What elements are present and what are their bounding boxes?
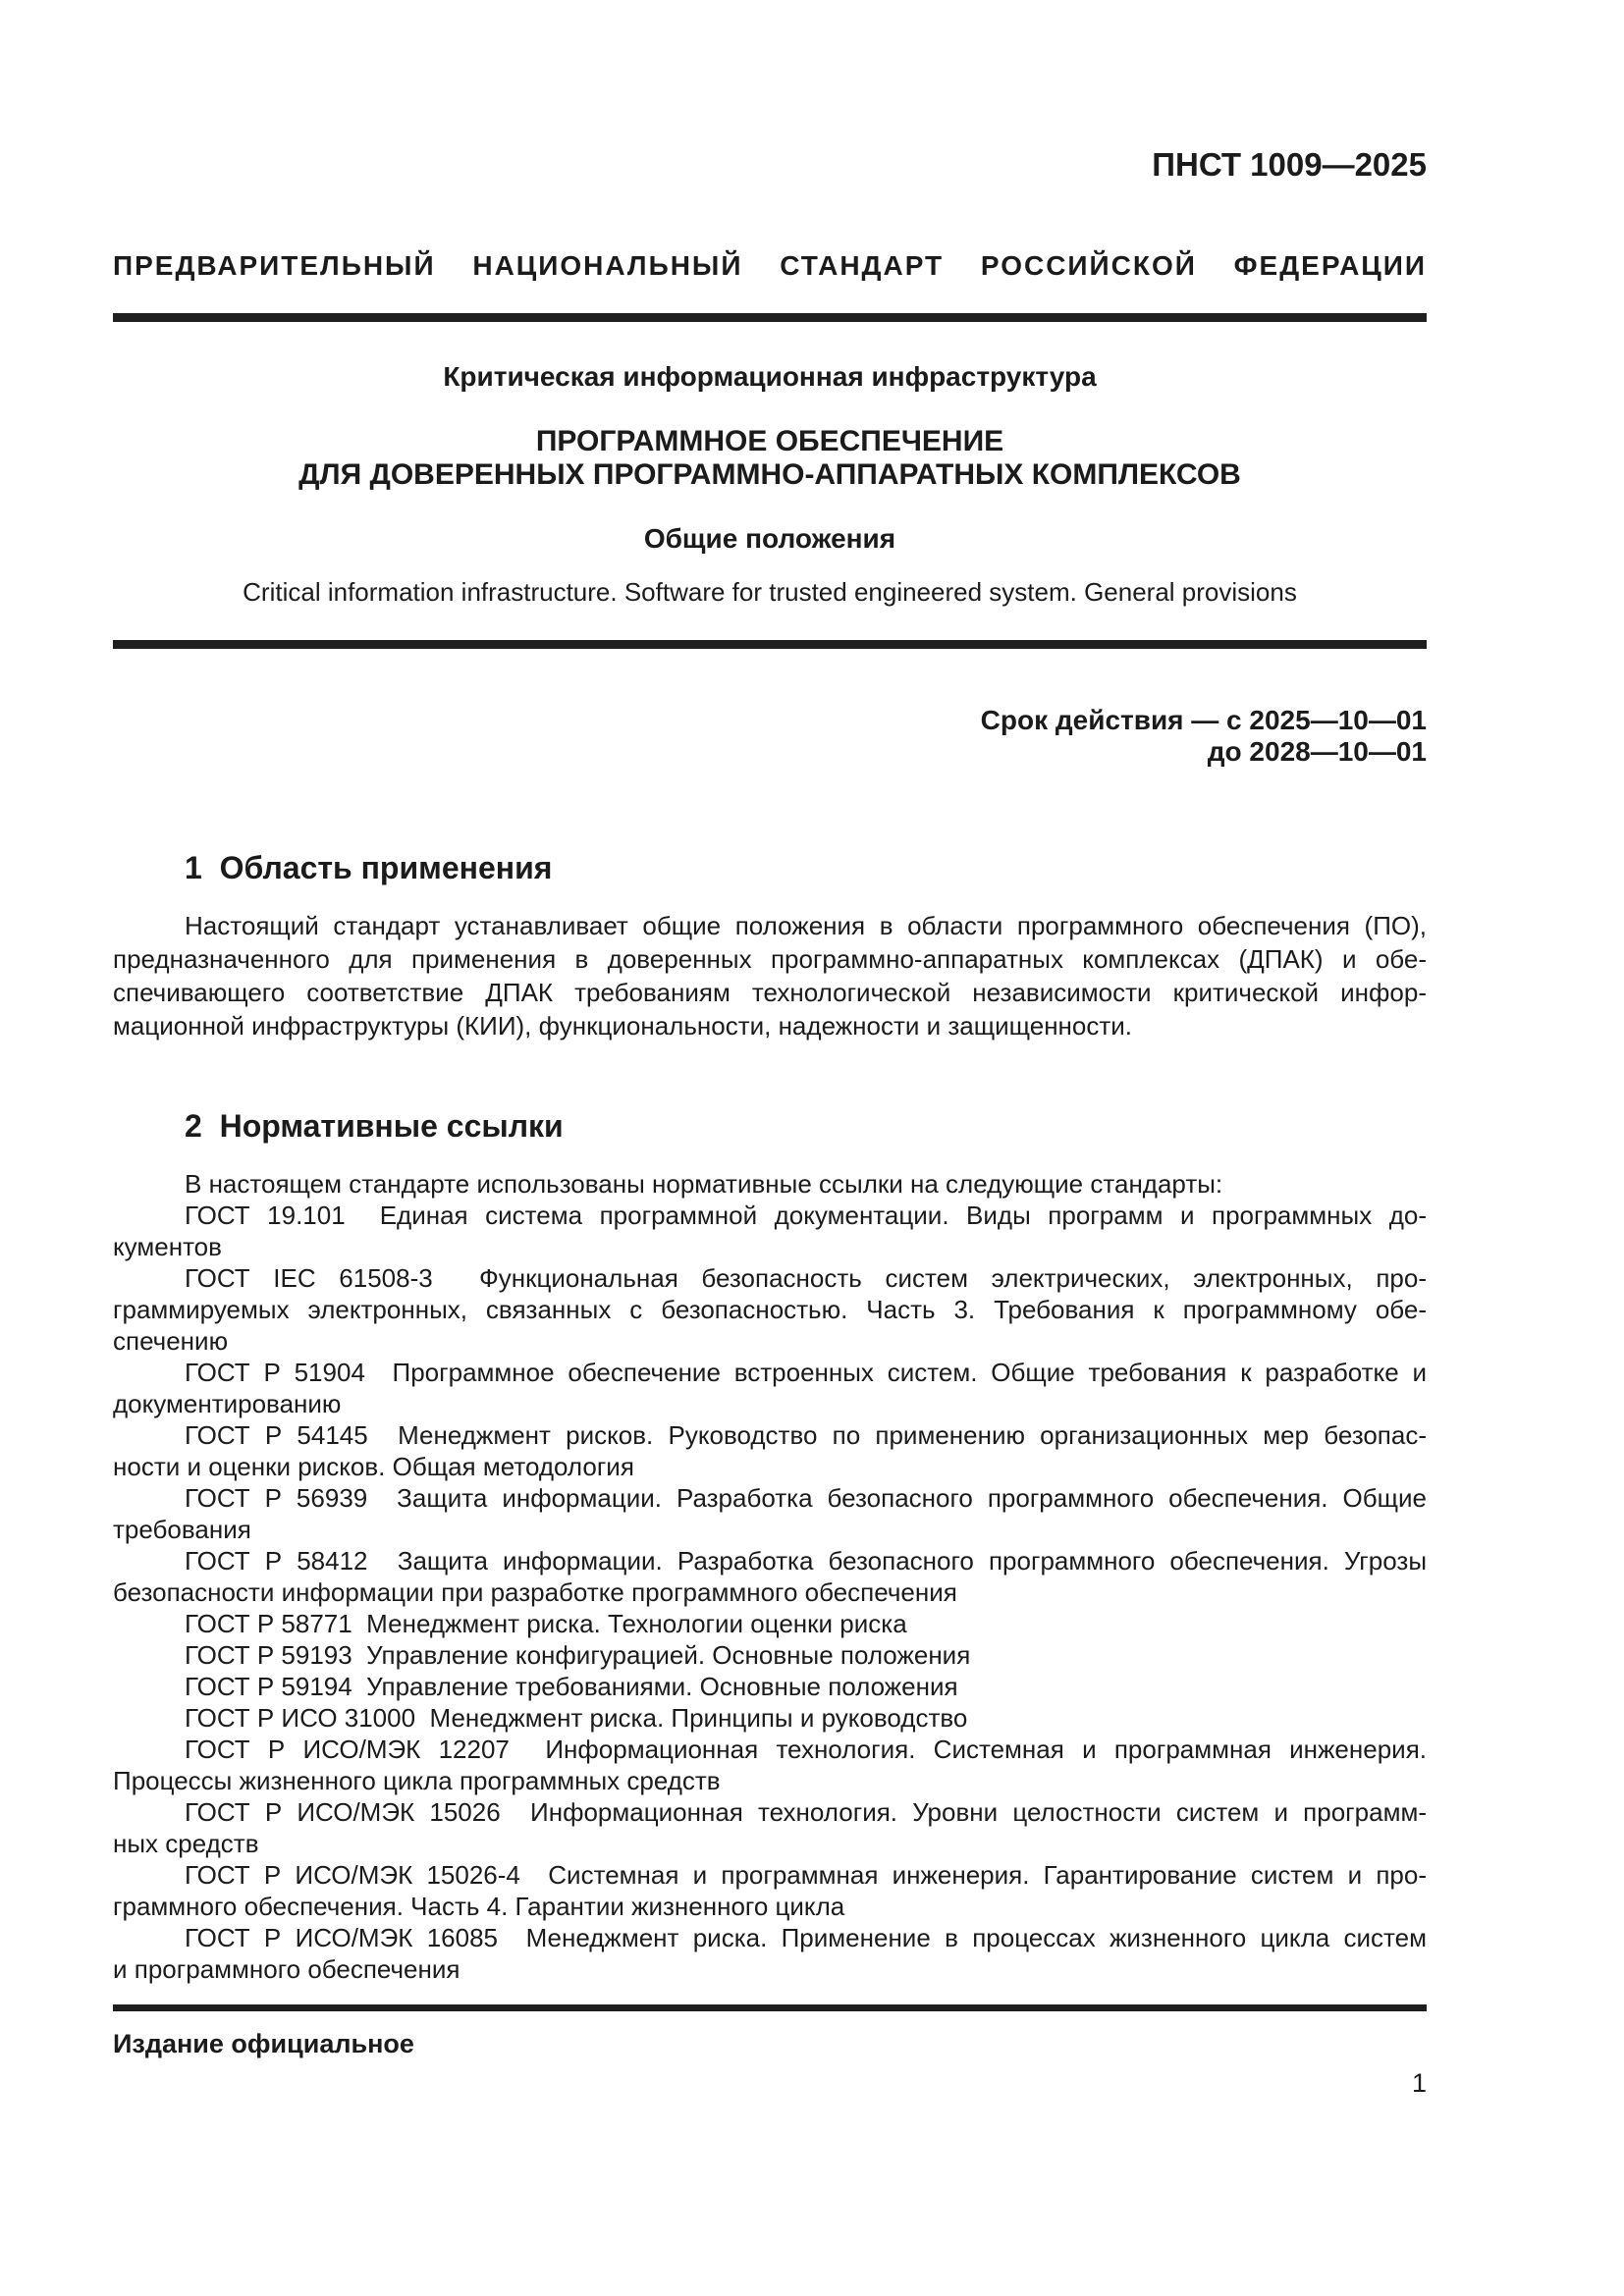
text-line: ГОСТ Р 51904 Программное обеспечение встроенных систем. Общие требования к разработке и	[185, 1358, 1427, 1387]
text-line: граммного обеспечения. Часть 4. Гарантии жизненного цикла	[113, 1892, 845, 1921]
reference-entry	[113, 1200, 1427, 1262]
reference-entry	[113, 1608, 1427, 1639]
text-line: ГОСТ Р ИСО/МЭК 15026-4 Системная и программная инженерия. Гарантирование систем и про-	[185, 1860, 1427, 1890]
reference-entry	[113, 1922, 1427, 1985]
reference-entry	[113, 1357, 1427, 1419]
text-line: кументов	[113, 1232, 222, 1261]
title-main	[113, 425, 1427, 492]
text-line: ГОСТ Р 54145 Менеджмент рисков. Руководство по применению организационных мер безопас-	[185, 1420, 1427, 1450]
section-heading-normative-references: 2 Нормативные ссылки	[185, 1108, 564, 1144]
reference-entry	[113, 1419, 1427, 1482]
title-subtitle: Общие положения	[643, 523, 896, 554]
text-line: предназначенного для применения в доверенных программно-аппаратных комплексах (ДПАК) и обе-	[113, 944, 1427, 974]
text-line: Процессы жизненного цикла программных средств	[113, 1766, 721, 1795]
title-english: Critical information infrastructure. Software for trusted engineered system. General provisions	[243, 577, 1297, 607]
reference-entry	[113, 1796, 1427, 1859]
title-subject: Критическая информационная инфраструктура	[443, 361, 1097, 392]
text-line: ГОСТ Р 58771 Менеджмент риска. Технологии оценки риска	[185, 1609, 907, 1638]
section-references-body	[113, 1168, 1427, 1985]
validity-line-to: до 2028—10—01	[1207, 736, 1427, 767]
text-line: ГОСТ 19.101 Единая система программной документации. Виды программ и программных до-	[185, 1201, 1427, 1230]
text-line: В настоящем стандарте использованы нормативные ссылки на следующие стандарты:	[185, 1169, 1223, 1199]
doc-number: ПНСТ 1009—2025	[1152, 146, 1427, 183]
reference-entry	[113, 1168, 1427, 1200]
text-line: документированию	[113, 1389, 342, 1418]
section-heading-scope: 1 Область применения	[185, 850, 553, 885]
page-number: 1	[1411, 2068, 1427, 2098]
page-content	[113, 0, 1427, 1985]
text-line: требования	[113, 1515, 251, 1544]
text-line: мационной инфраструктуры (КИИ), функциональности, надежности и защищенности.	[113, 1011, 1133, 1041]
title-main-line1: ПРОГРАММНОЕ ОБЕСПЕЧЕНИЕ	[535, 425, 1004, 457]
reference-entry	[113, 1262, 1427, 1357]
reference-entry	[113, 1639, 1427, 1671]
validity-line-from: Срок действия — с 2025—10—01	[980, 705, 1427, 735]
reference-entry	[113, 1482, 1427, 1545]
reference-entry	[113, 1734, 1427, 1796]
text-line: спечивающего соответствие ДПАК требованиям технологической независимости критической инфор-	[113, 978, 1427, 1007]
text-line: ГОСТ Р 59193 Управление конфигурацией. Основные положения	[185, 1640, 971, 1670]
standard-type-heading: ПРЕДВАРИТЕЛЬНЫЙ НАЦИОНАЛЬНЫЙ СТАНДАРТ РОССИЙСКОЙ ФЕДЕРАЦИИ	[113, 250, 1427, 281]
horizontal-rule-top	[113, 313, 1427, 322]
reference-entry	[113, 1545, 1427, 1608]
text-line: безопасности информации при разработке программного обеспечения	[113, 1577, 957, 1607]
text-line: ных средств	[113, 1829, 259, 1858]
reference-entry	[113, 1702, 1427, 1734]
text-line: Настоящий стандарт устанавливает общие положения в области программного обеспечения (ПО),	[185, 911, 1427, 940]
reference-entry	[113, 1859, 1427, 1922]
text-line: ГОСТ Р 58412 Защита информации. Разработка безопасного программного обеспечения. Угрозы	[185, 1546, 1427, 1575]
text-line: и программного обеспечения	[113, 1954, 460, 1984]
text-line: ГОСТ IEC 61508-3 Функциональная безопасность систем электрических, электронных, про-	[185, 1263, 1427, 1293]
text-line: ГОСТ Р ИСО/МЭК 12207 Информационная технология. Системная и программная инженерия.	[185, 1735, 1427, 1764]
horizontal-rule-footer	[113, 2004, 1427, 2011]
text-line: ГОСТ Р ИСО 31000 Менеджмент риска. Принципы и руководство	[185, 1703, 968, 1733]
text-line: ности и оценки рисков. Общая методология	[113, 1452, 634, 1481]
section-scope-body	[113, 909, 1427, 1042]
paragraph	[113, 909, 1427, 1042]
horizontal-rule-middle	[113, 640, 1427, 649]
reference-entry	[113, 1671, 1427, 1702]
text-line: ГОСТ Р ИСО/МЭК 15026 Информационная технология. Уровни целостности систем и программ-	[185, 1797, 1427, 1827]
text-line: граммируемых электронных, связанных с безопасностью. Часть 3. Требования к программному обе-	[113, 1295, 1427, 1324]
text-line: ГОСТ Р 56939 Защита информации. Разработка безопасного программного обеспечения. Общие	[185, 1483, 1427, 1513]
edition-note: Издание официальное	[113, 2029, 414, 2058]
title-main-line2: ДЛЯ ДОВЕРЕННЫХ ПРОГРАММНО-АППАРАТНЫХ КОМПЛЕКСОВ	[298, 458, 1241, 491]
validity-period	[113, 705, 1427, 768]
text-line: спечению	[113, 1326, 229, 1356]
text-line: ГОСТ Р 59194 Управление требованиями. Основные положения	[185, 1672, 958, 1701]
text-line: ГОСТ Р ИСО/МЭК 16085 Менеджмент риска. Применение в процессах жизненного цикла систем	[185, 1923, 1427, 1952]
